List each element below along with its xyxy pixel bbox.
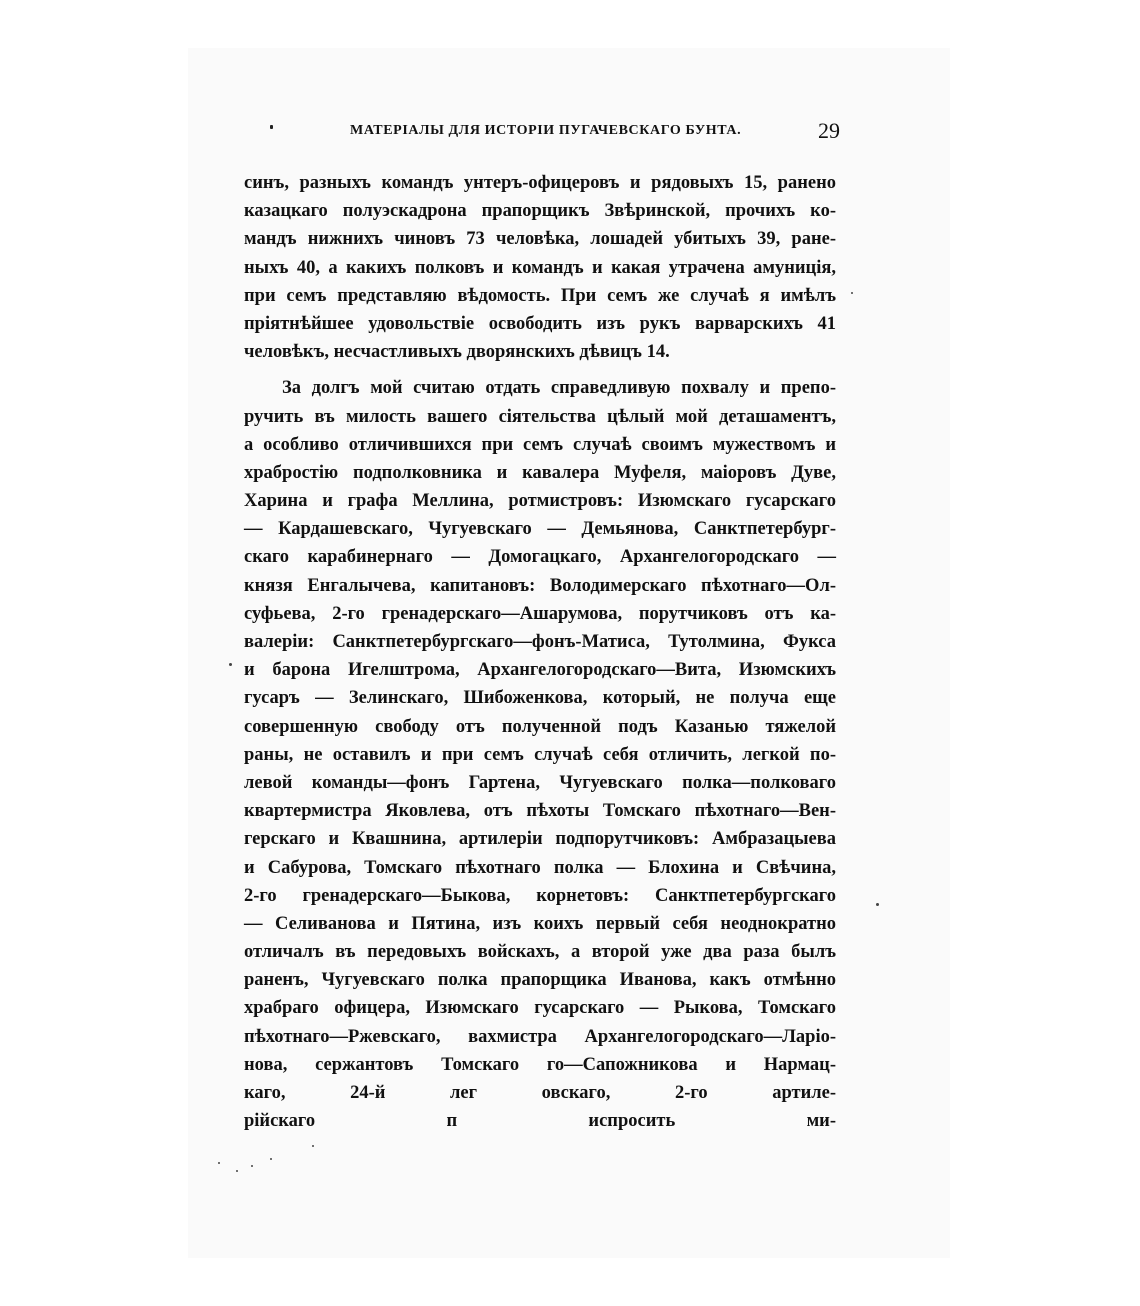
text-line: рійскаго п испросить ми- — [244, 1111, 836, 1132]
paragraph-gap — [244, 366, 836, 374]
text-line: суфьева, 2-го гренадерскаго—Ашарумова, порутчиковъ отъ ка- — [244, 603, 836, 624]
ink-dot-mark — [270, 125, 273, 129]
paragraph-1 — [244, 169, 836, 366]
ink-speck — [312, 1145, 314, 1147]
text-line: храбраго офицера, Изюмскаго гусарскаго — Рыкова, Томскаго — [244, 998, 836, 1019]
ink-speck — [876, 903, 879, 906]
text-line: храбростію подполковника и кавалера Муфеля, маіоровъ Дуве, — [244, 462, 836, 483]
text-line: — Кардашевскаго, Чугуевскаго — Демьянова, Санктпетербург- — [244, 519, 836, 540]
text-line: и Сабурова, Томскаго пѣхотнаго полка — Блохина и Свѣчина, — [244, 857, 836, 878]
text-line: нова, сержантовъ Томскаго го—Сапожникова и Нармац- — [244, 1054, 836, 1075]
text-line: скаго карабинернаго — Домогацкаго, Архангелогородскаго — — [244, 547, 836, 568]
text-line: а особливо отличившихся при семъ случаѣ своимъ мужествомъ и — [244, 434, 836, 455]
page-number: 29 — [818, 118, 840, 143]
text-line: мандъ нижнихъ чиновъ 73 человѣка, лошадей убитыхъ 39, ране- — [244, 229, 836, 250]
text-line: раны, не оставилъ и при семъ случаѣ себя отличить, легкой по- — [244, 744, 836, 765]
body-text — [244, 169, 836, 1135]
ink-speck — [270, 1158, 272, 1160]
paragraph-2 — [244, 374, 836, 1135]
text-line: пріятнѣйшее удовольствіе освободить изъ рукъ варварскихъ 41 — [244, 313, 836, 334]
text-line: квартермистра Яковлева, отъ пѣхоты Томскаго пѣхотнаго—Вен- — [244, 801, 836, 822]
text-line: казацкаго полуэскадрона прапорщикъ Звѣринской, прочихъ ко- — [244, 201, 836, 222]
text-line: герскаго и Квашнина, артилеріи подпорутчиковъ: Амбразацыева — [244, 829, 836, 850]
text-line: князя Енгалычева, капитановъ: Володимерскаго пѣхотнаго—Ол- — [244, 575, 836, 596]
text-line: ныхъ 40, а какихъ полковъ и командъ и какая утрачена амуниція, — [244, 257, 836, 278]
text-line: За долгъ мой считаю отдать справедливую похвалу и препо- — [282, 378, 836, 399]
text-line: валеріи: Санктпетербургскаго—фонъ-Матиса, Тутолмина, Фукса — [244, 632, 836, 652]
ink-speck — [218, 1162, 220, 1164]
page-header — [244, 118, 844, 147]
text-line: ручить въ милость вашего сіятельства цѣлый мой деташаментъ, — [244, 406, 836, 427]
text-line: раненъ, Чугуевскаго полка прапорщика Иванова, какъ отмѣнно — [244, 970, 836, 991]
text-line: каго, 24-й лег овскаго, 2-го артиле- — [244, 1083, 836, 1103]
ink-speck — [851, 292, 853, 294]
ink-speck — [229, 663, 232, 666]
text-line: и барона Игелштрома, Архангелогородскаго—Вита, Изюмскихъ — [244, 660, 836, 681]
text-line: при семъ представляю вѣдомость. При семъ же случаѣ я имѣлъ — [244, 285, 836, 306]
running-head: МАТЕРІАЛЫ ДЛЯ ИСТОРІИ ПУГАЧЕВСКАГО БУНТА. — [350, 123, 742, 138]
text-line: Харина и графа Меллина, ротмистровъ: Изюмскаго гусарскаго — [244, 491, 836, 512]
text-line: человѣкъ, несчастливыхъ дворянскихъ дѣвицъ 14. — [244, 342, 670, 363]
text-line: — Селиванова и Пятина, изъ коихъ первый себя неоднократно — [244, 913, 836, 934]
text-line: отличалъ въ передовыхъ войскахъ, а второй уже два раза былъ — [244, 942, 836, 963]
ink-speck — [236, 1170, 238, 1172]
ink-speck — [251, 1165, 253, 1167]
text-line: синъ, разныхъ командъ унтеръ-офицеровъ и рядовыхъ 15, ранено — [244, 173, 836, 193]
text-line: левой команды—фонъ Гартена, Чугуевскаго полка—полковаго — [244, 772, 836, 793]
text-line: 2-го гренадерскаго—Быкова, корнетовъ: Санктпетербургскаго — [244, 885, 836, 906]
text-line: гусаръ — Зелинскаго, Шибоженкова, который, не получа еще — [244, 688, 836, 709]
text-line: совершенную свободу отъ полученной подъ Казанью тяжелой — [244, 716, 836, 737]
text-line: пѣхотнаго—Ржевскаго, вахмистра Архангелогородскаго—Ларіо- — [244, 1026, 836, 1047]
